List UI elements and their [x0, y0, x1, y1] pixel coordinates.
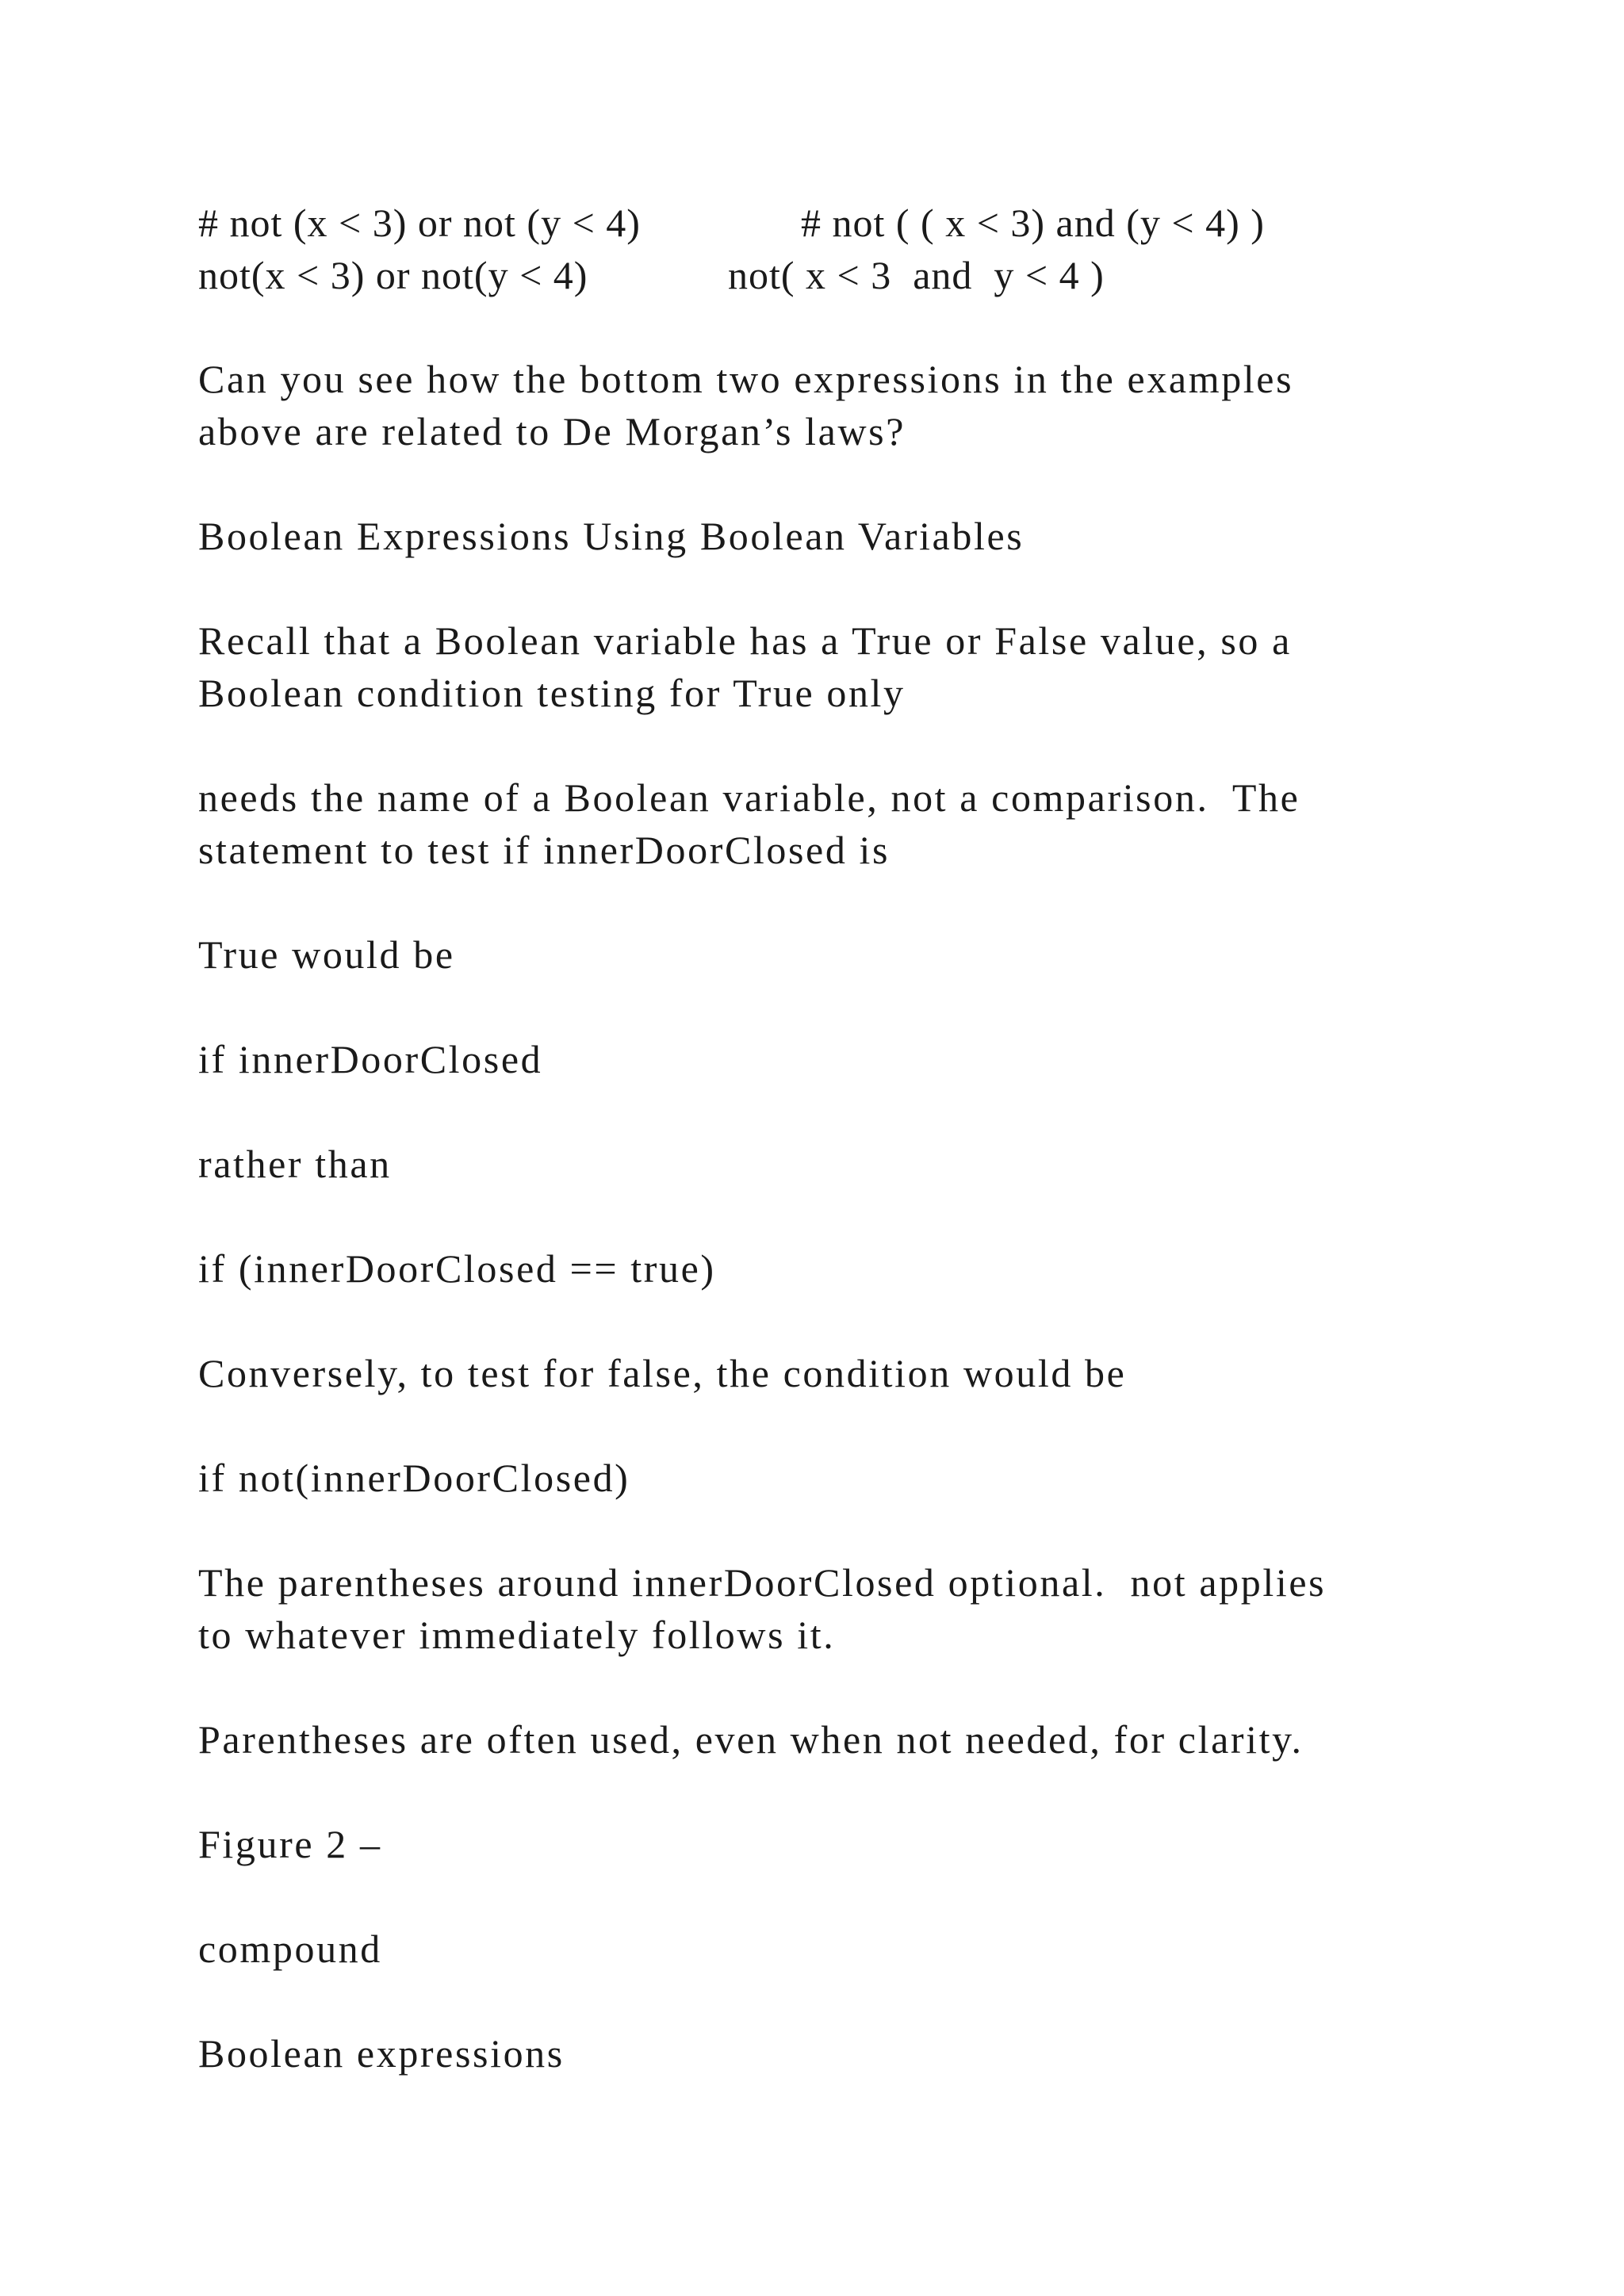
demorgan-question-line-2: above are related to De Morgan’s laws?: [198, 409, 906, 453]
code-expression-left: not(x < 3) or not(y < 4): [198, 253, 588, 297]
code-if-equals-true: if (innerDoorClosed == true): [198, 1246, 716, 1291]
code-comment-left: # not (x < 3) or not (y < 4): [198, 201, 641, 245]
figure-label: Figure 2 –: [198, 1822, 382, 1866]
code-comment-right: # not ( ( x < 3) and (y < 4) ): [801, 201, 1265, 245]
demorgan-question-line-1: Can you see how the bottom two expressions in the examples: [198, 357, 1294, 401]
true-would-be: True would be: [198, 932, 455, 977]
code-if-not: if not(innerDoorClosed): [198, 1456, 630, 1500]
figure-caption-compound: compound: [198, 1927, 382, 1971]
code-if-inner-door-closed: if innerDoorClosed: [198, 1037, 543, 1081]
parentheses-clarity: Parentheses are often used, even when not needed, for clarity.: [198, 1717, 1304, 1762]
figure-caption-boolean-expressions: Boolean expressions: [198, 2031, 565, 2076]
needs-line-2: statement to test if innerDoorClosed is: [198, 828, 891, 872]
rather-than: rather than: [198, 1142, 392, 1186]
section-heading: Boolean Expressions Using Boolean Variables: [198, 514, 1025, 558]
code-expression-right: not( x < 3 and y < 4 ): [728, 253, 1105, 297]
needs-line-1: needs the name of a Boolean variable, not a comparison. The: [198, 775, 1300, 820]
recall-line-1: Recall that a Boolean variable has a True or False value, so a: [198, 618, 1292, 663]
parentheses-line-1: The parentheses around innerDoorClosed optional. not applies: [198, 1560, 1327, 1605]
parentheses-line-2: to whatever immediately follows it.: [198, 1613, 836, 1657]
recall-line-2: Boolean condition testing for True only: [198, 671, 906, 715]
conversely-line: Conversely, to test for false, the condition would be: [198, 1351, 1127, 1395]
